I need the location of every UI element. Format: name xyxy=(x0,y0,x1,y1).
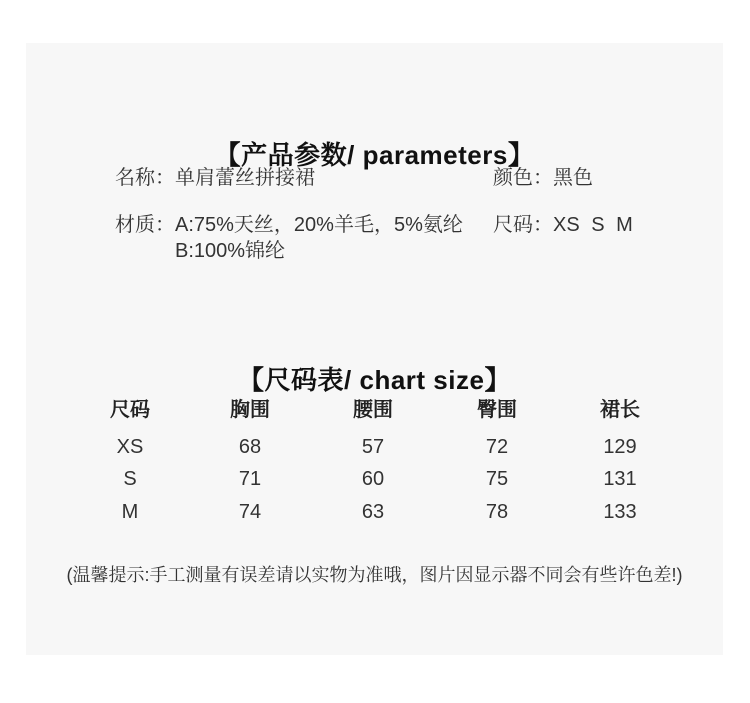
cell-waist: 63 xyxy=(361,501,385,523)
material-label: 材质： xyxy=(115,214,175,236)
field-material xyxy=(115,212,463,264)
column-header-hip: 臀围 xyxy=(477,399,517,421)
cell-bust: 68 xyxy=(238,436,262,458)
field-color xyxy=(493,165,593,191)
size-value: XS S M xyxy=(553,214,633,236)
color-value: 黑色 xyxy=(553,167,593,189)
cell-size: S xyxy=(123,468,137,490)
cell-waist: 60 xyxy=(361,468,385,490)
cell-skirt-length: 133 xyxy=(603,501,637,523)
column-header-bust: 胸围 xyxy=(230,399,270,421)
color-label: 颜色： xyxy=(493,167,553,189)
measurement-disclaimer-note: (温馨提示:手工测量有误差请以实物为准哦，图片因显示器不同会有些许色差!) xyxy=(66,565,683,585)
column-header-waist: 腰围 xyxy=(353,399,393,421)
field-product-name xyxy=(115,165,315,191)
cell-size: M xyxy=(121,501,139,523)
cell-waist: 57 xyxy=(361,436,385,458)
column-header-size: 尺码 xyxy=(110,399,150,421)
product-name-value: 单肩蕾丝拼接裙 xyxy=(175,167,315,189)
cell-hip: 72 xyxy=(485,436,509,458)
table-row xyxy=(26,434,723,460)
size-label: 尺码： xyxy=(493,214,553,236)
cell-size: XS xyxy=(116,436,144,458)
parameters-panel xyxy=(26,43,723,655)
cell-hip: 78 xyxy=(485,501,509,523)
field-size-options xyxy=(493,212,633,238)
material-value-line2: B:100%锦纶 xyxy=(175,240,286,262)
table-row xyxy=(26,499,723,525)
cell-bust: 71 xyxy=(238,468,262,490)
material-value-line1: A:75%天丝，20%羊毛，5%氨纶 xyxy=(175,214,463,236)
column-header-skirt-length: 裙长 xyxy=(600,399,640,421)
cell-bust: 74 xyxy=(238,501,262,523)
parameters-section-title: 【产品参数/ parameters】 xyxy=(214,140,535,170)
product-name-label: 名称： xyxy=(115,167,175,189)
cell-hip: 75 xyxy=(485,468,509,490)
cell-skirt-length: 129 xyxy=(603,436,637,458)
material-value-lines xyxy=(175,212,463,264)
size-chart-header-row xyxy=(26,397,723,423)
table-row xyxy=(26,466,723,492)
size-chart-section-title: 【尺码表/ chart size】 xyxy=(238,365,511,395)
cell-skirt-length: 131 xyxy=(603,468,637,490)
